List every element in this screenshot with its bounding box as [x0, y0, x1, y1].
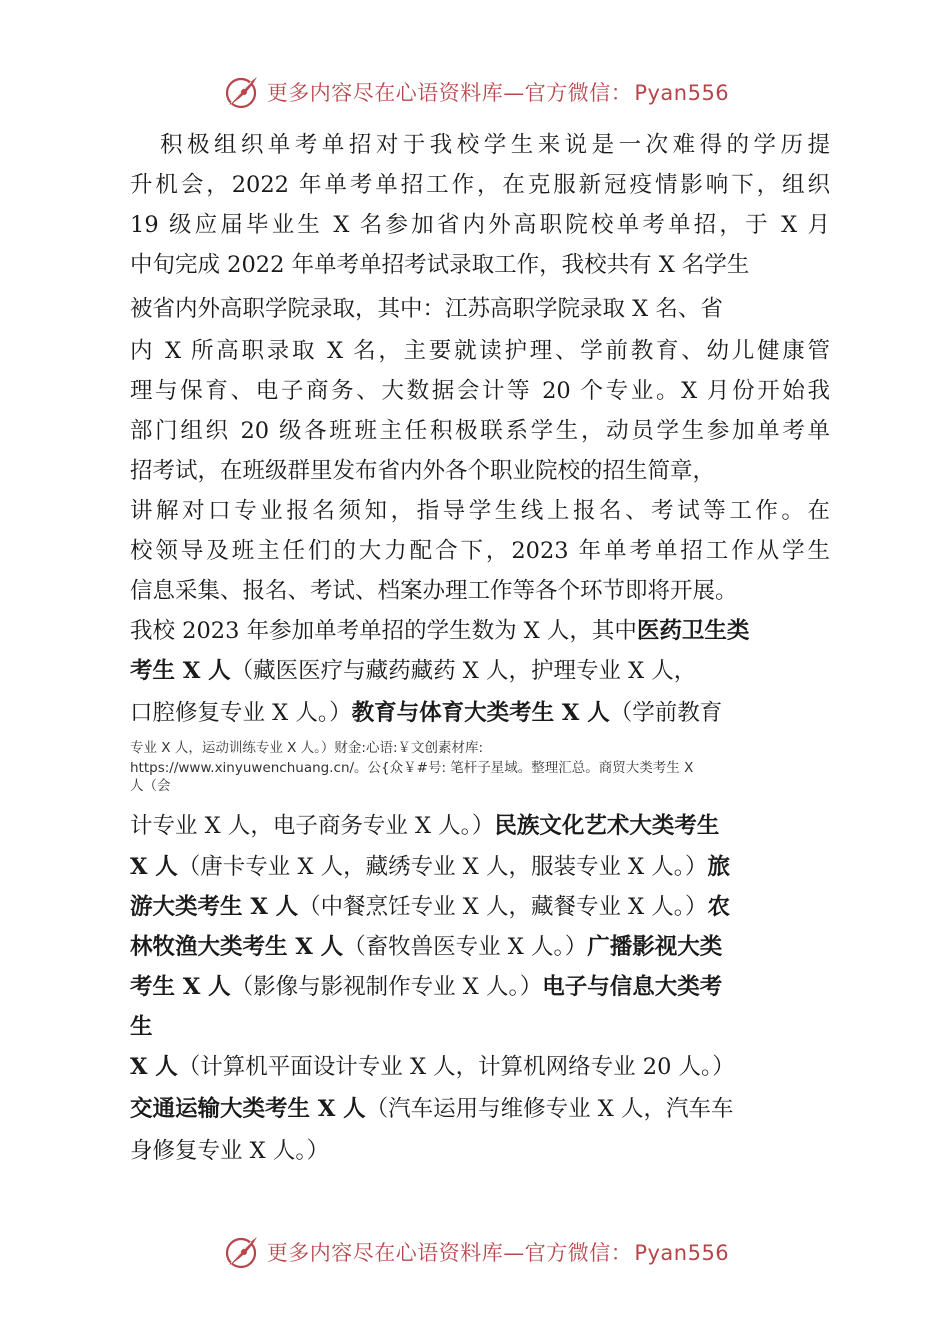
text-line: 游大类考生 X 人（中餐烹饪专业 X 人，藏餐专业 X 人。）农: [130, 894, 731, 920]
text-line: 积极组织单考单招对于我校学生来说是一次难得的学历提: [160, 132, 830, 158]
watermark-line: 专业 X 人，运动训练专业 X 人。）财金:心语:￥文创素材库:: [130, 740, 484, 756]
wechat-id: Pyan556: [634, 81, 730, 105]
text-line: 口腔修复专业 X 人。）教育与体育大类考生 X 人（学前教育: [130, 700, 723, 726]
feather-logo-icon: [221, 1232, 261, 1272]
text-line: X 人（唐卡专业 X 人，藏绣专业 X 人，服装专业 X 人。）旅: [130, 854, 731, 880]
text-line: 信息采集、报名、考试、档案办理工作等各个环节即将开展。: [130, 578, 738, 604]
text-line: 升机会，2022 年单考单招工作，在克服新冠疫情影响下，组织: [130, 172, 830, 198]
text-line: 身修复专业 X 人。）: [130, 1138, 330, 1164]
text-line: 中旬完成 2022 年单考单招考试录取工作，我校共有 X 名学生: [130, 252, 750, 278]
text-line: 19 级应届毕业生 X 名参加省内外高职院校单考单招，于 X 月: [130, 212, 830, 238]
text-line: 考生 X 人（影像与影视制作专业 X 人。）电子与信息大类考: [130, 974, 723, 1000]
feather-logo-icon: [221, 72, 261, 112]
header-banner: [0, 70, 950, 114]
text-line: 计专业 X 人，电子商务专业 X 人。）民族文化艺术大类考生: [130, 813, 720, 839]
text-line: 考生 X 人（藏医医疗与藏药藏药 X 人，护理专业 X 人，: [130, 658, 697, 684]
text-line: 交通运输大类考生 X 人（汽车运用与维修专业 X 人，汽车车: [130, 1096, 734, 1122]
text-line: X 人（计算机平面设计专业 X 人，计算机网络专业 20 人。）: [130, 1054, 735, 1080]
text-line: 校领导及班主任们的大力配合下，2023 年单考单招工作从学生: [130, 538, 830, 564]
watermark-line: https://www.xinyuwenchuang.cn/。公{众￥#号: 笔杆子星域。整理汇总。商贸大类考生 X: [130, 760, 694, 776]
watermark-line: 人（会: [130, 778, 171, 794]
text-line: 我校 2023 年参加单考单招的学生数为 X 人，其中医药卫生类: [130, 618, 750, 644]
text-line: 被省内外高职学院录取，其中：江苏高职学院录取 X 名、省: [130, 296, 723, 322]
header-banner-text: 更多内容尽在心语资料库—官方微信：Pyan556: [266, 81, 730, 105]
text-line: 内 X 所高职录取 X 名，主要就读护理、学前教育、幼儿健康管: [130, 338, 830, 364]
text-line: 招考试，在班级群里发布省内外各个职业院校的招生简章，: [130, 458, 716, 484]
footer-banner: [0, 1230, 950, 1274]
wechat-id: Pyan556: [634, 1241, 730, 1265]
text-line: 理与保育、电子商务、大数据会计等 20 个专业。X 月份开始我: [130, 378, 830, 404]
footer-banner-text: 更多内容尽在心语资料库—官方微信：Pyan556: [266, 1241, 730, 1265]
text-line: 生: [130, 1014, 153, 1040]
text-line: 部门组织 20 级各班班主任积极联系学生，动员学生参加单考单: [130, 418, 830, 444]
text-line: 林牧渔大类考生 X 人（畜牧兽医专业 X 人。）广播影视大类: [130, 934, 723, 960]
text-line: 讲解对口专业报名须知，指导学生线上报名、考试等工作。在: [130, 498, 830, 524]
